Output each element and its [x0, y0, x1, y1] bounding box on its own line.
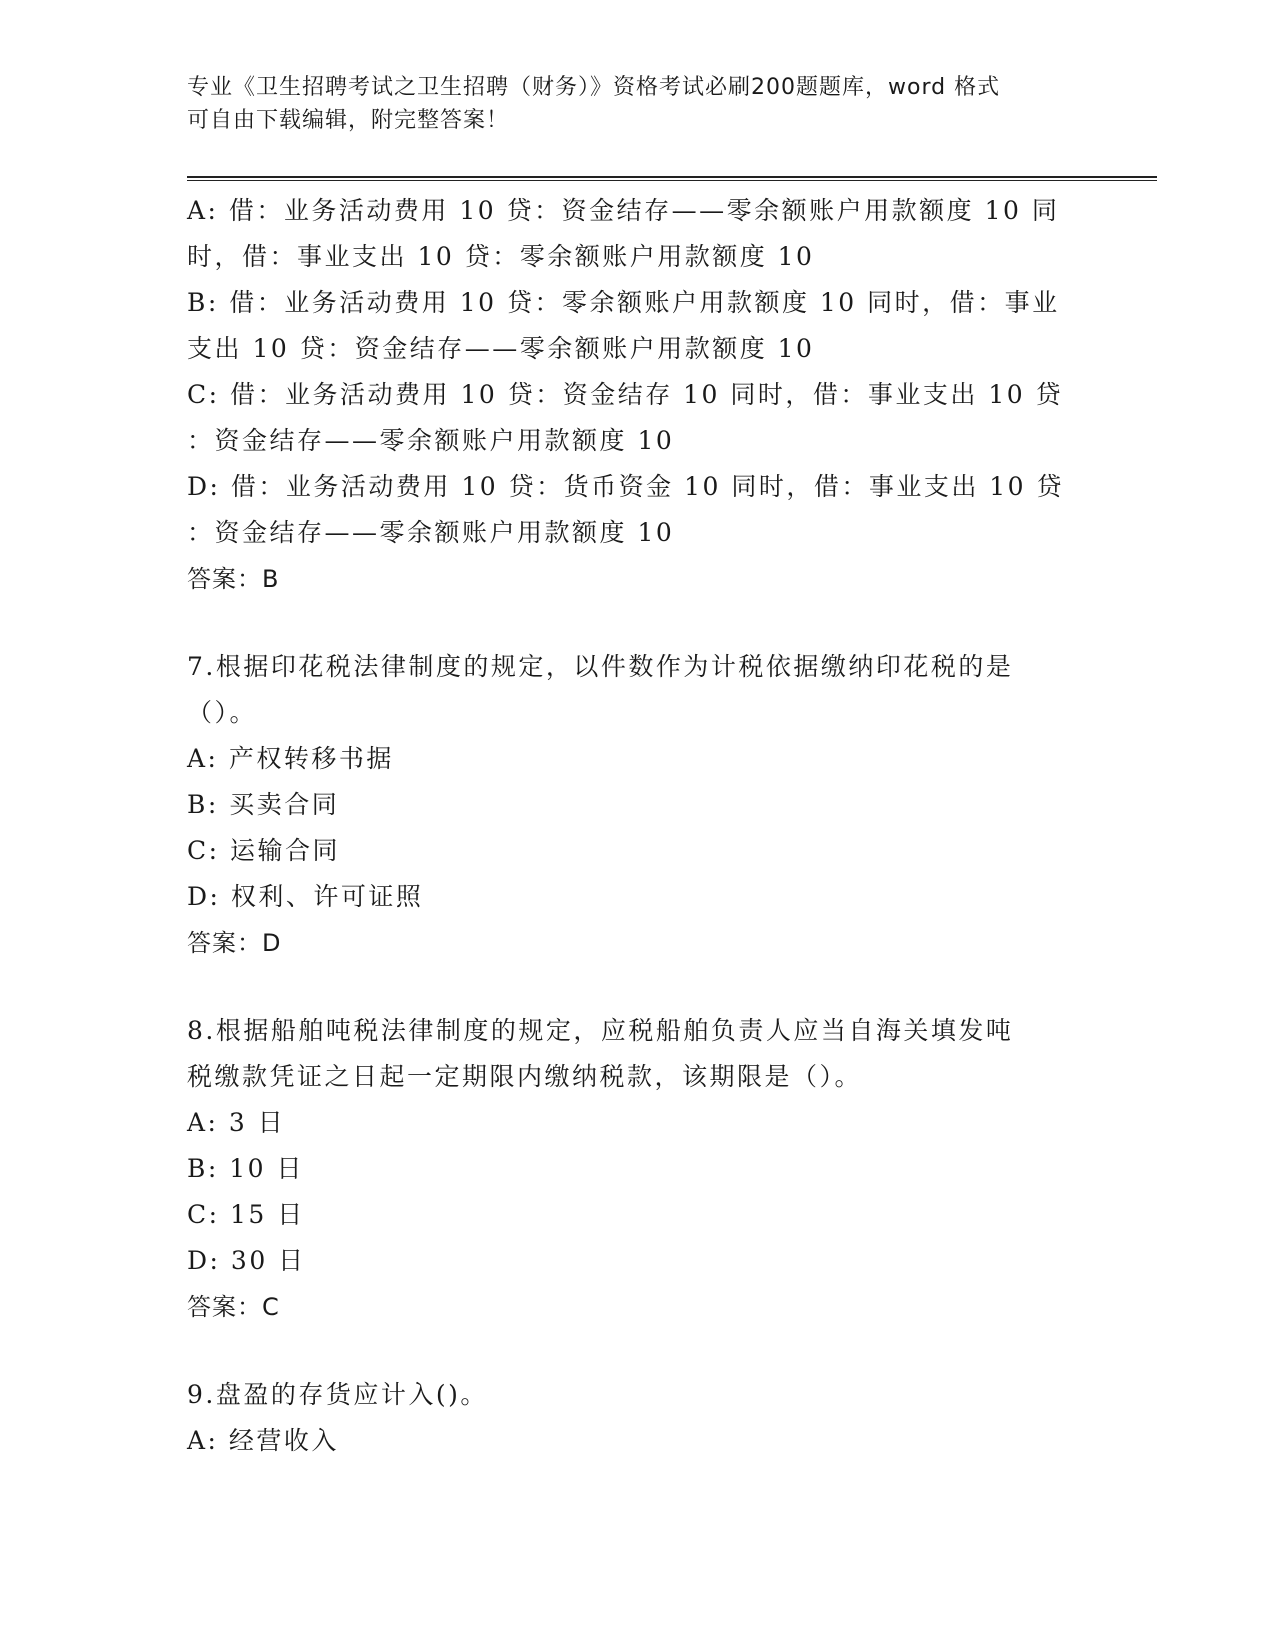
question-6	[187, 188, 1087, 602]
q7-stem-line-1: 7.根据印花税法律制度的规定，以件数作为计税依据缴纳印花税的是	[187, 652, 1014, 681]
q9-stem-line-1: 9.盘盈的存货应计入()。	[187, 1380, 488, 1409]
q6-option-d-line-2: ：资金结存——零余额账户用款额度 10	[187, 518, 675, 547]
header-divider	[187, 176, 1157, 181]
q8-option-a: A: 3 日	[187, 1108, 286, 1137]
q6-answer: 答案：B	[187, 565, 280, 593]
document-page	[187, 0, 1157, 1650]
q8-stem-line-2: 税缴款凭证之日起一定期限内缴纳税款，该期限是（）。	[187, 1062, 863, 1091]
q7-option-a: A: 产权转移书据	[187, 744, 394, 773]
question-7	[187, 644, 1087, 966]
spacer	[187, 1330, 1087, 1372]
q6-option-b-line-2: 支出 10 贷：资金结存——零余额账户用款额度 10	[187, 334, 815, 363]
q6-option-c-line-2: ：资金结存——零余额账户用款额度 10	[187, 426, 675, 455]
header-line-2: 可自由下载编辑，附完整答案！	[187, 108, 510, 133]
q8-answer: 答案：C	[187, 1293, 280, 1321]
q6-option-a-line-2: 时，借：事业支出 10 贷：零余额账户用款额度 10	[187, 242, 815, 271]
q8-stem-line-1: 8.根据船舶吨税法律制度的规定，应税船舶负责人应当自海关填发吨	[187, 1016, 1014, 1045]
q8-option-c: C: 15 日	[187, 1200, 305, 1229]
q6-option-d-line-1: D: 借：业务活动费用 10 贷：货币资金 10 同时，借：事业支出 10 贷	[187, 472, 1065, 501]
q7-answer: 答案：D	[187, 929, 282, 957]
q6-option-b-line-1: B: 借：业务活动费用 10 贷：零余额账户用款额度 10 同时，借：事业	[187, 288, 1060, 317]
spacer	[187, 602, 1087, 644]
spacer	[187, 966, 1087, 1008]
q9-option-a: A: 经营收入	[187, 1426, 339, 1455]
question-9	[187, 1372, 1087, 1464]
q8-option-d: D: 30 日	[187, 1246, 306, 1275]
q6-option-a-line-1: A: 借：业务活动费用 10 贷：资金结存——零余额账户用款额度 10 同	[187, 196, 1060, 225]
document-header	[187, 71, 1067, 137]
q6-option-c-line-1: C: 借：业务活动费用 10 贷：资金结存 10 同时，借：事业支出 10 贷	[187, 380, 1064, 409]
q7-option-d: D: 权利、许可证照	[187, 882, 424, 911]
question-8	[187, 1008, 1087, 1330]
header-line-1: 专业《卫生招聘考试之卫生招聘（财务）》资格考试必刷200题题库，word 格式	[187, 75, 1001, 100]
q7-stem-line-2: （）。	[187, 698, 258, 727]
q7-option-b: B: 买卖合同	[187, 790, 340, 819]
question-content	[187, 188, 1087, 1464]
q8-option-b: B: 10 日	[187, 1154, 304, 1183]
q7-option-c: C: 运输合同	[187, 836, 340, 865]
